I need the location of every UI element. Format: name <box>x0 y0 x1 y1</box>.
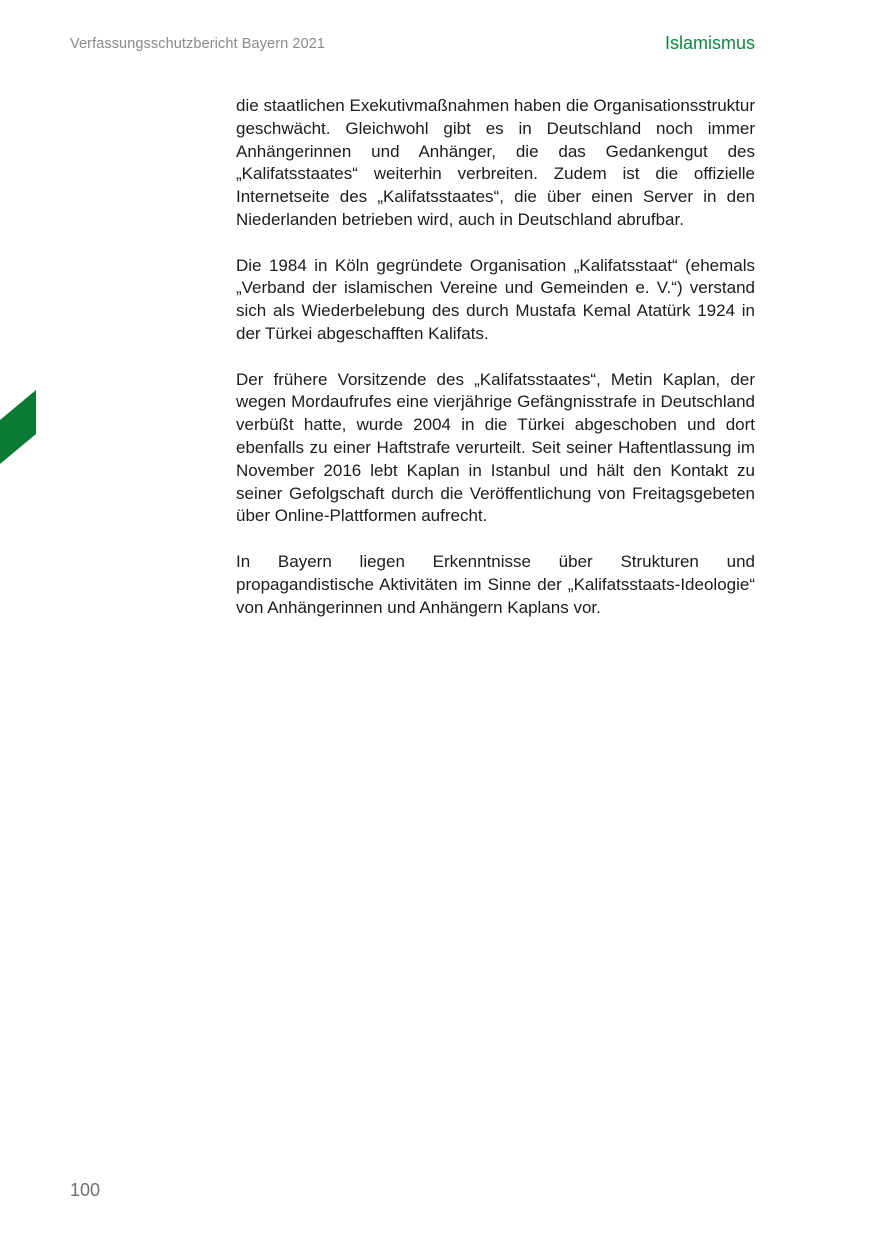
chapter-tab-shape <box>0 390 36 464</box>
body-text <box>236 95 755 642</box>
paragraph: In Bayern liegen Erkenntnisse über Strukturen und propagandistische Aktivitäten im Sinne der „Kalifatsstaats-Ideologie“ von Anhängerinnen und Anhängern Kaplans vor. <box>236 551 755 617</box>
page-number: 100 <box>70 1180 101 1200</box>
paragraph: die staatlichen Exekutivmaßnahmen haben die Organisationsstruktur geschwächt. Gleichwohl gibt es in Deutschland noch immer Anhängerinnen und Anhänger, die das Gedankengut des „Kalifatsstaates“ weiterhin verbreiten. Zudem ist die offizielle Internetseite des „Kalifatsstaates“, die über einen Server in den Niederlanden betrieben wird, auch in Deutschland abrufbar. <box>236 96 755 229</box>
chapter-tab-marker <box>0 390 36 464</box>
paragraph: Die 1984 in Köln gegründete Organisation „Kalifatsstaat“ (ehemals „Verband der islamischen Vereine und Gemeinden e. V.“) verstand sich als Wiederbelebung des durch Mustafa Kemal Atatürk 1924 in der Türkei abgeschafften Kalifats. <box>236 255 755 343</box>
paragraph: Der frühere Vorsitzende des „Kalifatsstaates“, Metin Kaplan, der wegen Mordaufrufes eine vierjährige Gefängnisstrafe in Deutschland verbüßt hatte, wurde 2004 in die Türkei abgeschoben und dort ebenfalls zu einer Haftstrafe verurteilt. Seit seiner Haftentlassung im November 2016 lebt Kaplan in Istanbul und hält den Kontakt zu seiner Gefolgschaft durch die Veröffentlichung von Freitagsgebeten über Online-Plattformen aufrecht. <box>236 369 755 526</box>
running-header-section-title: Islamismus <box>664 33 755 53</box>
running-header-report-title: Verfassungsschutzbericht Bayern 2021 <box>70 36 326 52</box>
